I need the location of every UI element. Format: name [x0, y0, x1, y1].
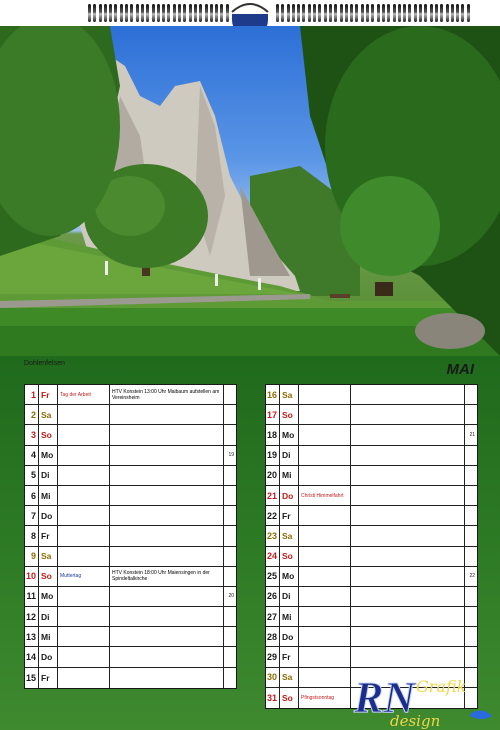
calendar-week-number [224, 607, 236, 626]
calendar-day-row [266, 567, 477, 587]
day-number: 13 [25, 627, 39, 646]
weekday-abbr: Fr [39, 526, 58, 545]
calendar-week-number [224, 567, 236, 586]
wire-coil [377, 4, 380, 22]
calendar-table-right [265, 384, 478, 709]
calendar-week-number [224, 547, 236, 566]
event-note [110, 647, 224, 666]
calendar-day-row [266, 405, 477, 425]
holiday-label [299, 385, 351, 404]
holiday-label [299, 607, 351, 626]
wire-coil [340, 4, 343, 22]
wire-coil [361, 4, 364, 22]
event-note [351, 486, 465, 505]
calendar-week-number [224, 506, 236, 525]
calendar-week-number [224, 466, 236, 485]
calendar-day-row [266, 627, 477, 647]
wire-coil [99, 4, 102, 22]
weekday-abbr: Fr [280, 506, 299, 525]
wire-coil [194, 4, 197, 22]
calendar-week-number [465, 486, 477, 505]
wire-coil [146, 4, 149, 22]
wire-coil [183, 4, 186, 22]
calendar-week-number [465, 647, 477, 666]
wire-coil [157, 4, 160, 22]
holiday-label [299, 647, 351, 666]
wire-coil [109, 4, 112, 22]
wire-coil [308, 4, 311, 22]
calendar-day-row [25, 526, 236, 546]
wire-coil [276, 4, 279, 22]
calendar-day-row [25, 587, 236, 607]
day-number: 24 [266, 547, 280, 566]
holiday-label [58, 466, 110, 485]
wire-coil [324, 4, 327, 22]
calendar-table-left [24, 384, 237, 689]
event-note [351, 425, 465, 444]
wire-coil [313, 4, 316, 22]
day-number: 8 [25, 526, 39, 545]
event-note [351, 587, 465, 606]
calendar-week-number: 19 [228, 452, 234, 459]
day-number: 10 [25, 567, 39, 586]
event-note [351, 446, 465, 465]
event-note [110, 526, 224, 545]
weekday-abbr: Sa [39, 405, 58, 424]
day-number: 29 [266, 647, 280, 666]
wire-coil [205, 4, 208, 22]
wire-coil [461, 4, 464, 22]
wire-coil [467, 4, 470, 22]
holiday-label: Christi Himmelfahrt [299, 486, 351, 505]
rock-landscape-illustration [0, 26, 500, 356]
day-number: 16 [266, 385, 280, 404]
holiday-label [58, 526, 110, 545]
day-number: 20 [266, 466, 280, 485]
calendar-day-row [266, 647, 477, 667]
weekday-abbr: Sa [280, 526, 299, 545]
wire-coil [226, 4, 229, 22]
event-note [110, 587, 224, 606]
calendar-day-row [266, 486, 477, 506]
calendar-day-row [266, 587, 477, 607]
wire-coil [104, 4, 107, 22]
wire-coil [430, 4, 433, 22]
logo-fish-icon [470, 710, 492, 719]
holiday-label [299, 547, 351, 566]
event-note [351, 506, 465, 525]
wire-coil [371, 4, 374, 22]
wire-coil [215, 4, 218, 22]
holiday-label [299, 627, 351, 646]
event-note [110, 506, 224, 525]
wire-coil [419, 4, 422, 22]
weekday-abbr: So [280, 405, 299, 424]
calendar-week-number [224, 668, 236, 688]
calendar-week-number [224, 627, 236, 646]
weekday-abbr: Sa [280, 385, 299, 404]
holiday-label [58, 607, 110, 626]
weekday-abbr: Sa [280, 668, 299, 687]
calendar-week-number [465, 587, 477, 606]
event-note [110, 607, 224, 626]
weekday-abbr: So [39, 567, 58, 586]
calendar-week-number [465, 506, 477, 525]
event-note [351, 607, 465, 626]
event-note [110, 405, 224, 424]
holiday-label [58, 668, 110, 688]
calendar-day-row [25, 607, 236, 627]
weekday-abbr: Mo [280, 425, 299, 444]
day-number: 4 [25, 446, 39, 465]
weekday-abbr: Mi [39, 486, 58, 505]
calendar-week-number [224, 425, 236, 444]
day-number: 21 [266, 486, 280, 505]
weekday-abbr: Fr [39, 385, 58, 404]
holiday-label: Pfingstsonntag [299, 688, 351, 708]
calendar-week-number [465, 446, 477, 465]
weekday-abbr: So [280, 547, 299, 566]
calendar-day-row [266, 526, 477, 546]
event-note [110, 668, 224, 688]
holiday-label [58, 446, 110, 465]
holiday-label [299, 567, 351, 586]
holiday-label: Tag der Arbeit [58, 385, 110, 404]
weekday-abbr: Fr [39, 668, 58, 688]
wire-coil [440, 4, 443, 22]
event-note [351, 567, 465, 586]
logo-rn-letters: RN [354, 673, 416, 722]
weekday-abbr: Di [280, 446, 299, 465]
holiday-label [299, 526, 351, 545]
wire-coil [302, 4, 305, 22]
calendar-week-number [465, 466, 477, 485]
event-note [351, 466, 465, 485]
wire-coil [173, 4, 176, 22]
calendar-day-row [25, 466, 236, 486]
holiday-label [299, 668, 351, 687]
wire-coil [446, 4, 449, 22]
wire-coil [220, 4, 223, 22]
calendar-day-row [25, 486, 236, 506]
wire-coil [350, 4, 353, 22]
holiday-label: Muttertag [58, 567, 110, 586]
day-number: 17 [266, 405, 280, 424]
calendar-week-number [465, 405, 477, 424]
wire-coil [167, 4, 170, 22]
weekday-abbr: Do [280, 627, 299, 646]
event-note: HTV Konstein 13:00 Uhr Maibaum aufstellen am Vereinsheim [110, 385, 224, 404]
wire-coil [162, 4, 165, 22]
calendar-day-row [266, 446, 477, 466]
calendar-week-number [224, 405, 236, 424]
holiday-label [299, 405, 351, 424]
wire-coil [189, 4, 192, 22]
weekday-abbr: Do [280, 486, 299, 505]
wire-coil [136, 4, 139, 22]
weekday-abbr: Di [39, 607, 58, 626]
holiday-label [58, 486, 110, 505]
photo-caption: Dohlenfelsen [24, 360, 65, 367]
rn-grafik-design-logo [350, 666, 500, 730]
calendar-week-number [224, 526, 236, 545]
day-number: 27 [266, 607, 280, 626]
day-number: 15 [25, 668, 39, 688]
holiday-label [58, 405, 110, 424]
wire-coil [114, 4, 117, 22]
weekday-abbr: Fr [280, 647, 299, 666]
calendar-day-row [25, 425, 236, 445]
calendar-week-number [224, 647, 236, 666]
holiday-label [299, 446, 351, 465]
weekday-abbr: Mo [280, 567, 299, 586]
wire-coil [199, 4, 202, 22]
wire-coil [141, 4, 144, 22]
calendar-week-number: 20 [228, 593, 234, 600]
day-number: 28 [266, 627, 280, 646]
wire-coil [329, 4, 332, 22]
calendar-day-row [25, 385, 236, 405]
calendar-day-row [25, 668, 236, 688]
wire-coil [125, 4, 128, 22]
wire-coil [387, 4, 390, 22]
event-note [110, 466, 224, 485]
day-number: 19 [266, 446, 280, 465]
weekday-abbr: Mo [39, 587, 58, 606]
wire-coil [178, 4, 181, 22]
day-number: 11 [25, 587, 39, 606]
calendar-week-number: 22 [469, 573, 475, 580]
calendar-day-row [25, 446, 236, 466]
wire-coils-right [276, 4, 470, 22]
weekday-abbr: Do [39, 647, 58, 666]
calendar-week-number [224, 486, 236, 505]
calendar-day-row [25, 567, 236, 587]
event-note [351, 385, 465, 404]
wire-coil [398, 4, 401, 22]
calendar-day-row [266, 466, 477, 486]
day-number: 31 [266, 688, 280, 708]
wire-coil [451, 4, 454, 22]
day-number: 1 [25, 385, 39, 404]
wire-coil [130, 4, 133, 22]
wire-coil [297, 4, 300, 22]
wire-coils-left [88, 4, 229, 22]
calendar-week-number [465, 385, 477, 404]
weekday-abbr: Di [39, 466, 58, 485]
event-note: HTV Konstein 18:00 Uhr Maiensingen in der Spindeltalkirche [110, 567, 224, 586]
weekday-abbr: Mo [39, 446, 58, 465]
event-note [351, 547, 465, 566]
calendar-week-number [465, 627, 477, 646]
calendar-week-number [465, 607, 477, 626]
event-note [351, 405, 465, 424]
calendar-week-number: 21 [469, 431, 475, 438]
calendar-day-row [266, 506, 477, 526]
weekday-abbr: Mi [39, 627, 58, 646]
weekday-abbr: Mi [280, 466, 299, 485]
day-number: 23 [266, 526, 280, 545]
event-note [351, 627, 465, 646]
holiday-label [58, 425, 110, 444]
calendar-day-row [266, 425, 477, 445]
holiday-label [299, 425, 351, 444]
wire-coil [456, 4, 459, 22]
calendar-day-row [266, 607, 477, 627]
wire-coil [355, 4, 358, 22]
wire-coil [281, 4, 284, 22]
day-number: 14 [25, 647, 39, 666]
weekday-abbr: So [280, 688, 299, 708]
day-number: 3 [25, 425, 39, 444]
day-number: 6 [25, 486, 39, 505]
day-number: 30 [266, 668, 280, 687]
wire-coil [382, 4, 385, 22]
weekday-abbr: Mi [280, 607, 299, 626]
holiday-label [58, 506, 110, 525]
event-note [110, 446, 224, 465]
day-number: 25 [266, 567, 280, 586]
day-number: 18 [266, 425, 280, 444]
wire-coil [292, 4, 295, 22]
holiday-label [58, 587, 110, 606]
holiday-label [58, 647, 110, 666]
wire-coil [287, 4, 290, 22]
event-note [110, 627, 224, 646]
day-number: 9 [25, 547, 39, 566]
wire-coil [408, 4, 411, 22]
day-number: 7 [25, 506, 39, 525]
wire-coil [424, 4, 427, 22]
logo-grafik-word: Grafik [416, 677, 467, 696]
day-number: 22 [266, 506, 280, 525]
calendar-day-row [25, 627, 236, 647]
weekday-abbr: Di [280, 587, 299, 606]
calendar-day-row [266, 547, 477, 567]
wire-coil [414, 4, 417, 22]
event-note [351, 647, 465, 666]
wire-coil [403, 4, 406, 22]
calendar-day-row [25, 405, 236, 425]
calendar-week-number [224, 385, 236, 404]
event-note [351, 526, 465, 545]
holiday-label [299, 587, 351, 606]
holiday-label [58, 627, 110, 646]
day-number: 2 [25, 405, 39, 424]
wire-coil [345, 4, 348, 22]
weekday-abbr: So [39, 425, 58, 444]
wire-coil [120, 4, 123, 22]
holiday-label [299, 506, 351, 525]
logo-design-word: design [390, 712, 441, 730]
landscape-photo [0, 26, 500, 356]
weekday-abbr: Do [39, 506, 58, 525]
calendar-day-row [266, 385, 477, 405]
calendar-day-row [25, 547, 236, 567]
event-note [110, 486, 224, 505]
day-number: 5 [25, 466, 39, 485]
event-note [110, 425, 224, 444]
day-number: 12 [25, 607, 39, 626]
wire-coil [93, 4, 96, 22]
wire-coil [152, 4, 155, 22]
wire-coil [334, 4, 337, 22]
calendar-week-number [465, 547, 477, 566]
wire-coil [88, 4, 91, 22]
wire-coil [366, 4, 369, 22]
calendar-day-row [25, 506, 236, 526]
event-note [110, 547, 224, 566]
calendar-day-row [25, 647, 236, 667]
calendar-week-number [465, 526, 477, 545]
wire-coil [210, 4, 213, 22]
wire-coil [435, 4, 438, 22]
holiday-label [299, 466, 351, 485]
wire-coil [318, 4, 321, 22]
wire-coil [393, 4, 396, 22]
holiday-label [58, 547, 110, 566]
weekday-abbr: Sa [39, 547, 58, 566]
month-title: MAI [446, 361, 474, 378]
day-number: 26 [266, 587, 280, 606]
